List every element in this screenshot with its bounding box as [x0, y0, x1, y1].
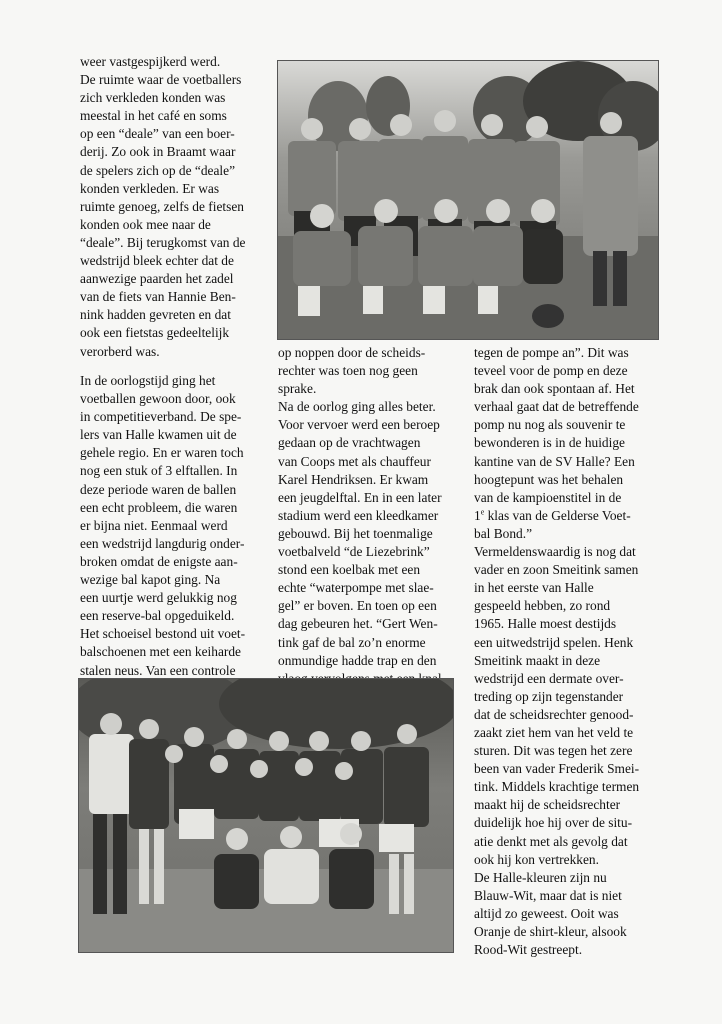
text-line: Oranje de shirt-kleur, alsook [474, 924, 627, 939]
text-line: treding op zijn tegenstander [474, 688, 624, 704]
text-line: deze periode waren de ballen [80, 481, 237, 497]
text-line: meestal in het café en soms [80, 108, 227, 124]
text-line: stond een koelbak met een [278, 562, 421, 578]
text-line: in competitieverband. De spe- [80, 409, 242, 425]
text-fragment: klas van de Gelderse Voet- [484, 507, 631, 523]
text-line: ruimte genoeg, zelfs de fietsen [80, 198, 244, 214]
text-line: vader en zoon Smeitink samen [474, 562, 639, 578]
text-line: wezige bal kapot ging. Na [80, 572, 221, 588]
text-line: Rood-Wit gestreept. [474, 942, 583, 958]
text-line: brak dan ook spontaan af. Het [474, 381, 635, 397]
text-line: De ruimte waar de voetballers [80, 72, 242, 88]
text-fragment: 1 [474, 507, 481, 523]
text-line: Vermeldenswaardig is nog dat [474, 544, 636, 560]
column-1-top-text [80, 53, 245, 361]
text-line: Voor vervoer werd een beroep [278, 417, 440, 433]
text-line: atie denkt met als gevolg dat [474, 833, 628, 849]
text-line: 1965. Halle moest destijds [474, 616, 617, 632]
text-line: tegen de pompe an”. Dit was [474, 345, 629, 360]
column-3-text [474, 344, 639, 959]
text-line: tink. Middels krachtige termen [474, 779, 640, 795]
team-photo-1-image [278, 61, 658, 339]
text-line: onmundige hadde trap en den [278, 652, 437, 668]
text-line: er bijna niet. Eenmaal werd [80, 517, 228, 533]
text-line: derij. Zo ook in Braamt waar [80, 144, 236, 160]
text-line: been van vader Frederik Smei- [474, 761, 640, 777]
text-line: een reserve-bal opgeduikeld. [80, 608, 235, 624]
text-line: nog een stuk of 3 elftallen. In [80, 463, 238, 479]
text-line: wedstrijd bleek echter dat de [80, 253, 234, 269]
text-line: sprake. [278, 381, 317, 397]
text-line: bewonderen is in de huidige [474, 435, 625, 451]
superscript: e [480, 507, 485, 517]
text-line: gehele regio. En er waren toch [80, 445, 244, 461]
text-line: weer vastgespijkerd werd. [80, 54, 221, 69]
text-line: verorberd was. [80, 343, 160, 359]
column-2-text [278, 344, 442, 688]
text-line: in het eerste van Halle [474, 580, 594, 596]
team-photo-2-image [79, 679, 453, 952]
text-line: een wedstrijd langdurig onder- [80, 535, 245, 551]
text-line: balschoenen met een keiharde [80, 644, 241, 660]
text-line: tink gaf de bal zo’n enorme [278, 634, 426, 650]
text-line: broken omdat de enigste aan- [80, 553, 238, 569]
text-line: de spelers zich op de “deale” [80, 162, 236, 178]
text-line: op noppen door de scheids- [278, 345, 426, 360]
text-line: kantine van de SV Halle? Een [474, 453, 635, 469]
text-line: duidelijk hoe hij over de situ- [474, 815, 633, 831]
text-line: zich verkleden konden was [80, 90, 226, 106]
text-line: van Coops met als chauffeur [278, 453, 431, 469]
text-line: dag gebeuren het. “Gert Wen- [278, 616, 438, 632]
text-line: Blauw-Wit, maar dat is niet [474, 887, 622, 903]
text-line: gebouwd. Bij het toenmalige [278, 525, 433, 541]
text-line: pomp nu nog als souvenir te [474, 417, 626, 433]
text-line: stalen neus. Van een controle [80, 662, 236, 678]
text-line: Smeitink maakt in deze [474, 652, 601, 668]
text-line: sturen. Dit was tegen het zere [474, 743, 633, 759]
text-line: Karel Hendriksen. Er kwam [278, 471, 429, 487]
team-photo-1 [277, 60, 659, 340]
text-line: gedaan op de vrachtwagen [278, 435, 421, 451]
text-line: een uitwedstrijd spelen. Henk [474, 634, 634, 650]
text-line: een jeugdelftal. En in een later [278, 489, 442, 505]
text-line: voetbalveld “de Liezebrink” [278, 544, 430, 560]
text-line: lers van Halle kwamen uit de [80, 427, 237, 443]
text-line: van de fiets van Hannie Ben- [80, 289, 236, 305]
text-line: maakt hij de scheidsrechter [474, 797, 621, 813]
text-line: altijd zo geweest. Ooit was [474, 905, 619, 921]
text-line: In de oorlogstijd ging het [80, 373, 216, 388]
text-line: van de kampioenstitel in de [474, 489, 622, 505]
text-line-with-superscript [474, 507, 639, 525]
text-line: voetballen gewoon door, ook [80, 391, 236, 407]
text-line: gel” er boven. En toen op een [278, 598, 437, 614]
text-line: konden verkleden. Er was [80, 180, 220, 196]
text-line: hoogtepunt was het behalen [474, 471, 624, 487]
text-line: een uurtje werd gelukkig nog [80, 590, 237, 606]
text-line: Na de oorlog ging alles beter. [278, 399, 436, 415]
text-line: ook hij kon vertrekken. [474, 851, 599, 867]
text-line: bal Bond.” [474, 525, 533, 541]
text-line: aanwezige paarden het zadel [80, 271, 234, 287]
text-line: verhaal gaat dat de betreffende [474, 399, 639, 415]
text-line: rechter was toen nog geen [278, 363, 418, 379]
text-line: een echt probleem, die waren [80, 499, 238, 515]
text-line: echte “waterpompe met slae- [278, 580, 434, 596]
text-line: stadium werd een kleedkamer [278, 507, 439, 523]
text-line: ook een fietstas gedeeltelijk [80, 325, 230, 341]
text-line: wedstrijd een dermate over- [474, 670, 624, 686]
text-line: nink hadden gevreten en dat [80, 307, 231, 323]
text-line: “deale”. Bij terugkomst van de [80, 234, 246, 250]
text-line: teveel voor de pomp en deze [474, 363, 628, 379]
text-line: konden ook mee naar de [80, 216, 211, 232]
text-line: De Halle-kleuren zijn nu [474, 869, 607, 885]
text-line: zaakt ziet hem van het veld te [474, 724, 634, 740]
text-line: op een “deale” van een boer- [80, 126, 235, 142]
text-line: gespeeld hebben, zo rond [474, 598, 611, 614]
column-1-bottom-text [80, 372, 245, 680]
text-line: dat de scheidsrechter genood- [474, 706, 634, 722]
text-line: Het schoeisel bestond uit voet- [80, 626, 246, 642]
team-photo-2 [78, 678, 454, 953]
